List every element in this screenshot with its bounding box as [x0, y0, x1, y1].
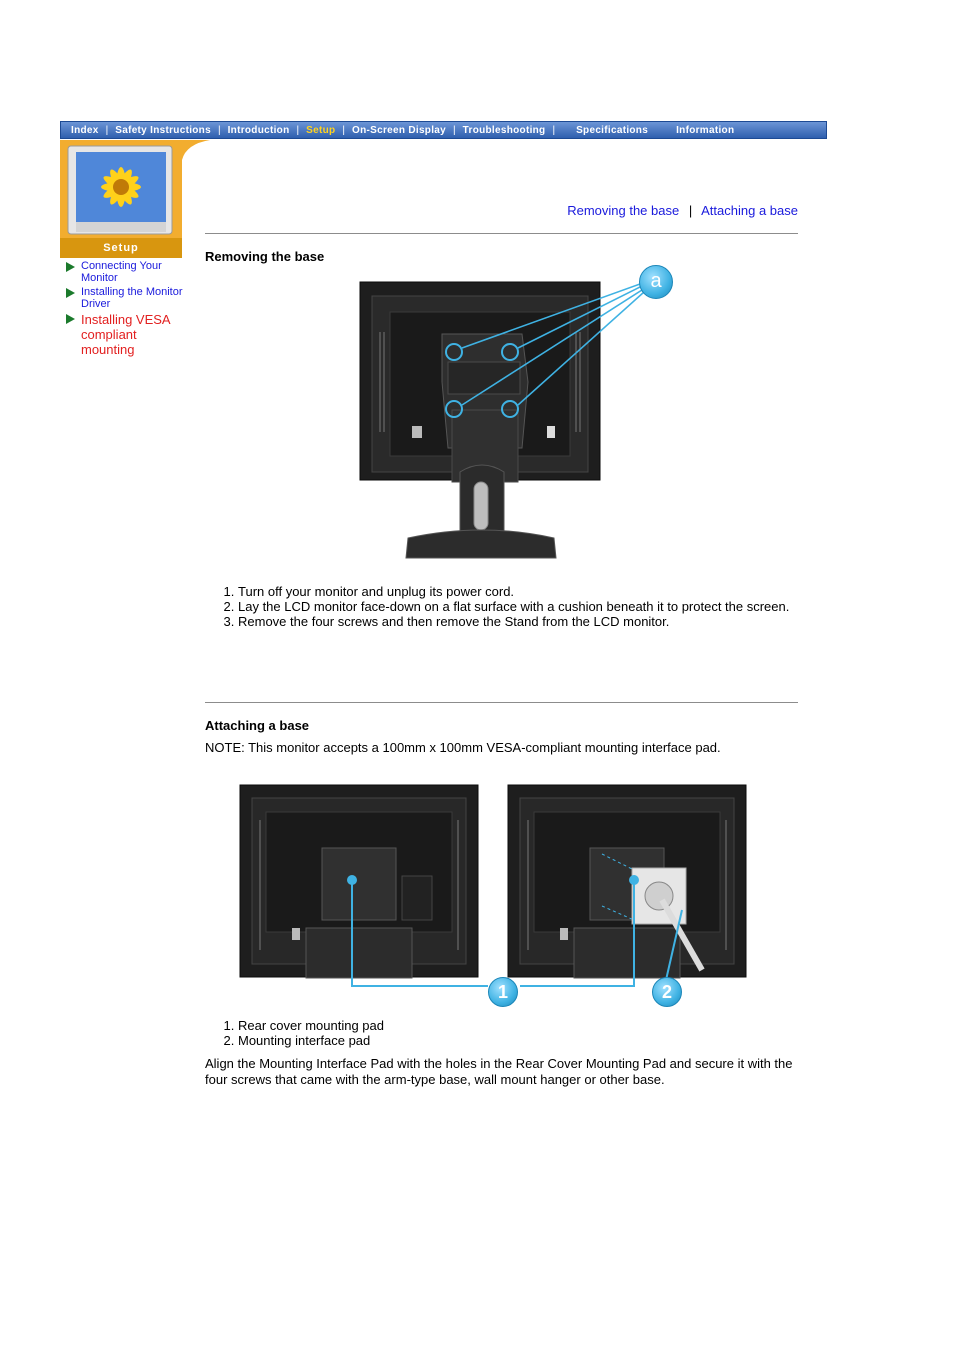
monitor-rear-stand-image [350, 262, 680, 564]
link-separator: | [688, 203, 693, 218]
callout-2-label: 2 [661, 982, 672, 1002]
arrow-right-icon [66, 314, 75, 324]
list-item: 1. Turn off your monitor and unplug its power cord. [238, 584, 831, 599]
link-removing-base[interactable]: Removing the base [567, 203, 680, 218]
section-title-removing: Removing the base [205, 249, 325, 264]
nav-separator: | [105, 124, 109, 136]
link-attaching-base[interactable]: Attaching a base [701, 203, 798, 218]
top-nav [60, 121, 827, 139]
nav-separator: | [552, 124, 556, 136]
divider [205, 233, 798, 234]
mounting-instructions: Align the Mounting Interface Pad with the holes in the Rear Cover Mounting Pad and secure it with the four screws that came with the arm-type base, wall mount hanger or other base. [205, 1056, 793, 1087]
nav-separator: | [296, 124, 300, 136]
nav-index[interactable]: Index [71, 124, 99, 136]
list-item: 2. Lay the LCD monitor face-down on a flat surface with a cushion beneath it to protect the screen. [238, 599, 831, 614]
section-title-attaching: Attaching a base [205, 718, 310, 733]
page-links [560, 203, 798, 218]
callout-2-badge [652, 977, 682, 1007]
sidebar-header [60, 140, 210, 258]
monitor-rear-mounting-image [230, 780, 760, 1012]
nav-troubleshooting[interactable]: Troubleshooting [462, 124, 546, 136]
nav-separator: | [453, 124, 456, 136]
callout-1-badge [488, 977, 518, 1007]
sidebar-item-installing-driver[interactable]: Installing the Monitor Driver [66, 286, 186, 310]
list-item: 3. Remove the four screws and then remove the Stand from the LCD monitor. [238, 614, 831, 629]
arrow-right-icon [66, 288, 75, 298]
sidebar-section-label: Setup [103, 242, 139, 254]
nav-on-screen-display[interactable]: On-Screen Display [352, 124, 447, 136]
nav-information[interactable]: Information [676, 124, 735, 136]
sidebar-item-vesa-mounting[interactable]: Installing VESA compliant mounting [66, 312, 186, 357]
mounting-parts-list [205, 1018, 831, 1048]
nav-separator: | [342, 124, 345, 136]
callout-a-badge [639, 265, 673, 299]
arrow-right-icon [66, 262, 75, 272]
divider [205, 702, 798, 703]
sidebar-links [66, 260, 186, 359]
sidebar-item-connecting-monitor[interactable]: Connecting Your Monitor [66, 260, 186, 284]
list-item: 2. Mounting interface pad [238, 1033, 831, 1048]
callout-1-label: 1 [497, 982, 508, 1002]
nav-setup[interactable]: Setup [306, 124, 336, 136]
nav-safety-instructions[interactable]: Safety Instructions [115, 124, 211, 136]
callout-a-label: a [650, 270, 662, 292]
nav-introduction[interactable]: Introduction [227, 124, 290, 136]
nav-separator: | [217, 124, 221, 136]
list-item: 1. Rear cover mounting pad [238, 1018, 831, 1033]
vesa-note: NOTE: This monitor accepts a 100mm x 100mm VESA-compliant mounting interface pad. [205, 740, 721, 755]
nav-specifications[interactable]: Specifications [576, 124, 649, 136]
removal-steps [205, 584, 831, 629]
